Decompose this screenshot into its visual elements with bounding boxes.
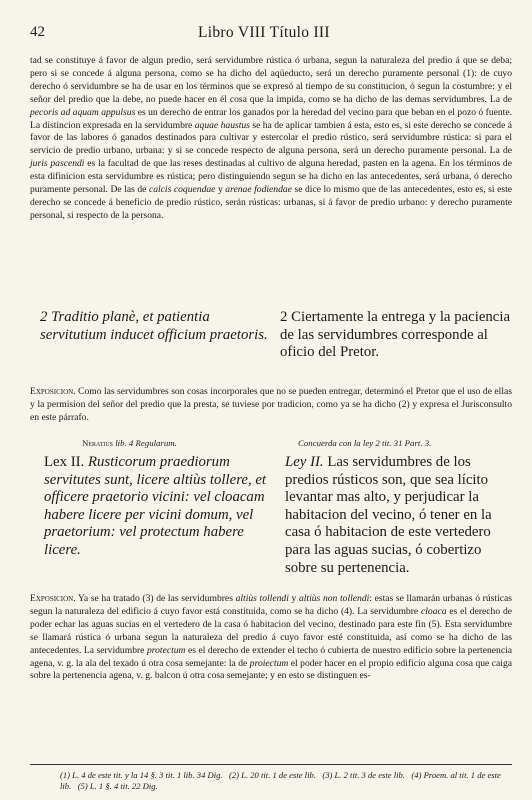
footnote-3: (3) L. 2 tit. 3 de este lib.: [322, 770, 405, 780]
footnote-1: (1) L. 4 de este tit. y la 14 §. 3 tit. 1 lib. 34 Dig.: [60, 770, 223, 780]
lex-2-spanish: [285, 454, 512, 577]
latin-term: juris pascendi: [30, 158, 85, 170]
text-run: Ya se ha tratado (3) de las servidumbres: [75, 593, 236, 604]
latin-term: calcis coquendae: [148, 184, 216, 196]
text-run: : estas se llamarán urbanas ó rústicas segun la naturaleza del edificio á cuyo favor está constituida, como se ha dicho (4). La servidumbre: [30, 593, 512, 617]
text-run: Como las servidumbres son cosas incorporales que no se pueden entregar, determinó el Pretor que el uso de ellas y la permision del señor del predio que la presta, se tuviese por tradicion, como ya se ha dicho (2) y expresa el Jurisconsulto en este párrafo.: [30, 386, 512, 423]
source-reference: lib. 4 Regularum.: [115, 438, 177, 448]
lex-2-latin: [44, 454, 270, 560]
latin-term: protectum: [146, 644, 186, 656]
latin-term: pecoris ad aquam appulsus: [30, 106, 136, 118]
exposition-label: Exposicion.: [30, 386, 76, 397]
concordance-reference: Concuerda con la ley 2 tit. 31 Part. 3.: [298, 438, 432, 448]
text-run: es el derecho de extender el techo ó cubierta de nuestro edificio sobre la pertenencia agena, v. g. la ala del texado ú otra cosa semejante: la de: [30, 644, 513, 669]
exposition-lex-2: [30, 593, 512, 683]
latin-term: altiùs non tollendi: [298, 593, 370, 604]
exposition-label: Exposicion.: [30, 593, 76, 604]
section-2-latin: 2 Traditio planè, et patientia servitutium inducet officium praetoris.: [40, 309, 268, 343]
jurist-name: Neratius: [82, 438, 114, 448]
footnote-divider: [30, 764, 512, 765]
footnote-5: (5) L. 1 §. 4 tit. 22 Dig.: [77, 781, 158, 792]
law-text: Rusticorum praediorum servitutes sunt, licere altiùs tollere, et officere praetorio vicini: vel cloacam habere licere per vicini domum, vel praetorium: vel protectum habere licere.: [44, 454, 267, 558]
text-run: es el derecho de poder echar las aguas sucias en el vertedero de la casa ó habitacion del vecino, destinado para este fin (5). Esta servidumbre se llamará rústica ó urbana segun la naturaleza del predio á cuyo favor esté constituida, así como se ha dicho de las antecedentes. La servidumbre: [30, 605, 512, 656]
exposition-section-2: [30, 386, 512, 425]
text-run: y: [215, 184, 226, 196]
latin-term: altiùs tollendi: [235, 593, 289, 604]
section-2-spanish: 2 Ciertamente la entrega y la paciencia de las servidumbres corresponde al oficio del Pretor.: [280, 309, 511, 361]
text-run: se ha de aplicar tambien á esta, esto es, si este derecho se concede á favor de las labores ó ganados destinados para cultivar y estercolar el predio rústico, será servidumbre rústica: si para el servicio de predio urbano, urbana: y si se concede respecto de alguna persona, será un derecho puramente personal. La de: [30, 119, 512, 157]
text-run: tad se constituye á favor de algun predio, será servidumbre rústica ó urbana, segun la naturaleza del predio á que se deba; pero si se concede á alguna persona, como se ha dicho del aqüeducto, será un derecho puramente personal (1): de cuyo derecho ó servidumbre se ha de usar en los términos que se expresó al tiempo de su constitucion, ó segun la costumbre: y el señor del predio que la debe, no puede hacer en él cosa que la impida, como se ha dicho de las demas servidumbres. La de: [30, 55, 512, 105]
latin-term: aquae haustus: [194, 119, 250, 131]
text-run: y: [288, 593, 299, 604]
page-number: 42: [30, 24, 45, 40]
law-number: Lex II.: [44, 454, 85, 470]
source-citation-latin: [82, 438, 177, 448]
text-run: se dice lo mismo que de las antecedentes, esto es, si este derecho se concede á beneficio de predio rústico, serán rústicas: urbanas, si á favor de predio urbano: y derecho puramente personal, si respecto de la persona.: [30, 184, 513, 221]
latin-term: proiectum: [249, 657, 289, 669]
latin-term: arenae fodiendae: [225, 184, 292, 196]
footnote-2: (2) L. 20 tit. 1 de este lib.: [229, 770, 316, 780]
footnote-4: (4) Proem. al tit. 1 de este lib.: [60, 770, 501, 792]
page-header: [30, 24, 512, 46]
book-page: [30, 0, 512, 800]
law-text: Las servidumbres de los predios rústicos son, que sea lícito levantar mas alto, y perjudicar la habitacion del vecino, ó tener en la casa ó habitacion de este vertedero para las aguas sucias, ó cobertizo sobre su pertenencia.: [285, 454, 492, 576]
paragraph-servitudes: [30, 55, 512, 223]
law-number: Ley II.: [285, 454, 324, 470]
text-run: el poder hacer en el propio edificio alguna cosa que caiga sobre la pertenencia agena, v. g. balcon ú otra cosa semejante; y en esto se distinguen es-: [30, 657, 513, 682]
text-run: es la facultad de que las reses destinadas al cultivo de alguna heredad, pasten en la agena. En los términos de esta difinicion esta servidumbre es rústica; pero distinguiendo segun se ha dicho en las antecedentes, será urbana, ó derecho puramente personal. De las de: [30, 158, 512, 196]
footnotes: [60, 770, 512, 793]
text-run: es un derecho de entrar los ganados por la heredad del vecino para que beban en el pozo ó fuente. La distincion expresada en la servidumbre: [30, 106, 512, 131]
source-citation-spanish: [298, 438, 431, 448]
running-title: Libro VIII Título III: [198, 24, 330, 41]
latin-term: cloaca: [420, 605, 447, 617]
